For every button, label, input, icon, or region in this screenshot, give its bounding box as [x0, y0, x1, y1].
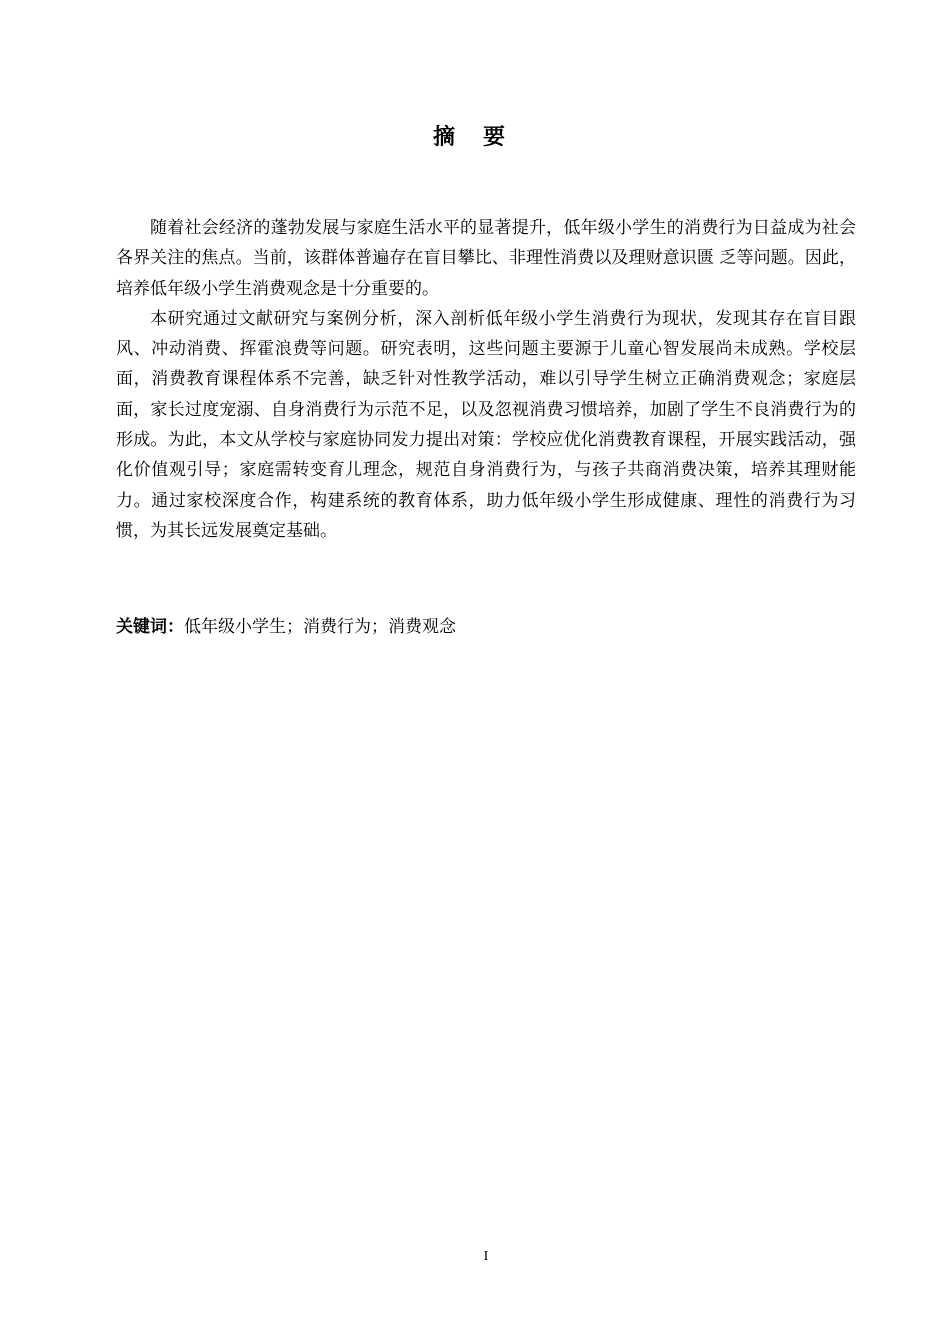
- page-number: I: [483, 1249, 489, 1264]
- keywords-line: [116, 612, 856, 642]
- abstract-body: [116, 213, 856, 546]
- keywords-label: 关键词：: [116, 617, 184, 637]
- abstract-paragraph-1: 随着社会经济的蓬勃发展与家庭生活水平的显著提升，低年级小学生的消费行为日益成为社会各界关注的焦点。当前，该群体普遍存在盲目攀比、非理性消费以及理财意识匮 乏等问题。因此，培养低年级小学生消费观念是十分重要的。: [116, 218, 856, 299]
- abstract-title: 摘要: [432, 125, 533, 150]
- keywords-value: 低年级小学生；消费行为；消费观念: [184, 617, 456, 637]
- abstract-paragraph-2: 本研究通过文献研究与案例分析，深入剖析低年级小学生消费行为现状，发现其存在盲目跟风、冲动消费、挥霍浪费等问题。研究表明，这些问题主要源于儿童心智发展尚未成熟。学校层面，消费教育课程体系不完善，缺乏针对性教学活动，难以引导学生树立正确消费观念；家庭层面，家长过度宠溺、自身消费行为示范不足，以及忽视消费习惯培养，加剧了学生不良消费行为的形成。为此，本文从学校与家庭协同发力提出对策：学校应优化消费教育课程，开展实践活动，强化价值观引导；家庭需转变育儿理念，规范自身消费行为，与孩子共商消费决策，培养其理财能力。通过家校深度合作，构建系统的教育体系，助力低年级小学生形成健康、理性的消费行为习惯，为其长远发展奠定基础。: [116, 308, 856, 541]
